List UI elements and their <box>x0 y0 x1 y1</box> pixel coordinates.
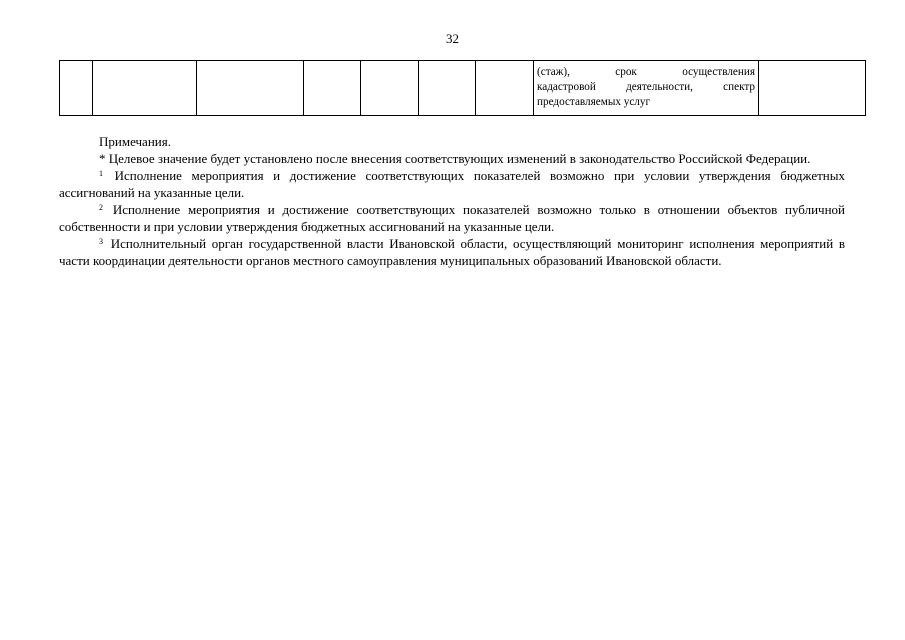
data-table <box>59 60 866 116</box>
note-text: Целевое значение будет установлено после внесения соответствующих изменений в законодательство Российской Федерации. <box>108 151 811 166</box>
note-text: Исполнение мероприятия и достижение соответствующих показателей возможно только в отношении объектов публичной собственности и при условии утверждения бюджетных ассигнований на указанные цели. <box>59 202 845 234</box>
table-cell <box>476 61 534 116</box>
note-marker: 3 <box>99 237 103 246</box>
note-text: Исполнение мероприятия и достижение соответствующих показателей возможно при условии утверждения бюджетных ассигнований на указанные цели. <box>59 168 845 200</box>
table-cell <box>419 61 476 116</box>
table-cell-description <box>534 61 759 116</box>
notes-section <box>59 133 845 269</box>
table-cell <box>361 61 419 116</box>
table-cell <box>60 61 93 116</box>
table-cell <box>759 61 866 116</box>
table-cell <box>93 61 197 116</box>
table-cell <box>197 61 304 116</box>
notes-heading: Примечания. <box>99 134 171 149</box>
cell-text-line: кадастровой деятельности, спектр <box>537 81 755 93</box>
note-marker: 1 <box>99 169 103 178</box>
note-marker: * <box>99 151 106 166</box>
table-cell <box>304 61 361 116</box>
note-item <box>59 150 845 167</box>
cell-text-line: предоставляемых услуг <box>537 96 651 108</box>
page-number: 32 <box>446 31 459 46</box>
note-item <box>59 235 845 269</box>
cell-text-line: (стаж), срок осуществления <box>537 66 755 78</box>
table-row <box>60 61 866 116</box>
note-text: Исполнительный орган государственной власти Ивановской области, осуществляющий мониторинг исполнения мероприятий в части координации деятельности органов местного самоуправления муниципальных образований Ивановской области. <box>59 236 846 268</box>
note-item <box>59 167 845 201</box>
note-marker: 2 <box>99 203 103 212</box>
note-item <box>59 201 845 235</box>
